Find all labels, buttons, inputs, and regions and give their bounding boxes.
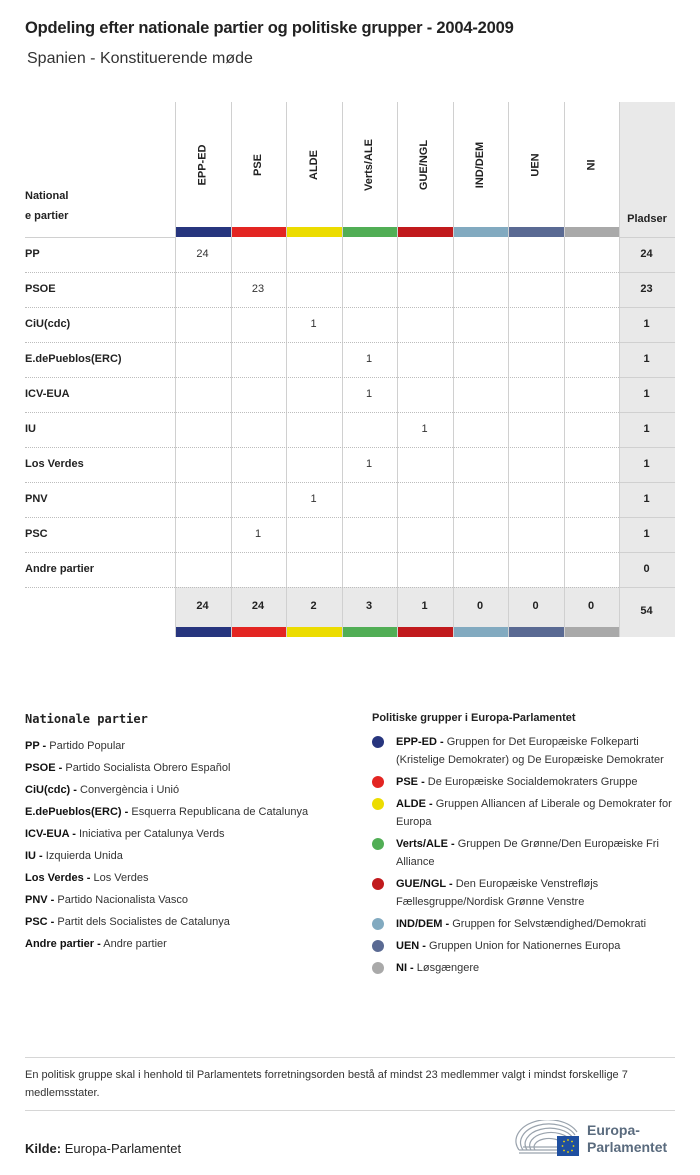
divider [25, 1057, 675, 1058]
group-color-bar [509, 627, 564, 637]
seat-cell: 23 [251, 283, 265, 295]
column-header-guengl [397, 102, 452, 227]
total-column-bg [619, 102, 675, 637]
group-color-bar [565, 627, 620, 637]
national-legend-title: Nationale partier [25, 712, 148, 726]
party-row-label: E.dePueblos(ERC) [25, 353, 122, 365]
group-color-bar [343, 627, 398, 637]
group-abbr: ALDE - [396, 798, 433, 810]
row-divider [25, 307, 619, 308]
parliament-hemicycle-icon [515, 1120, 585, 1160]
column-header-label: UEN [529, 152, 542, 177]
row-total-cell: 24 [640, 248, 653, 260]
column-header-label: ALDE [307, 149, 320, 180]
party-name: Partit dels Socialistes de Catalunya [54, 916, 230, 928]
group-abbr: GUE/NGL - [396, 878, 453, 890]
groups-legend-title: Politiske grupper i Europa-Parlamentet [372, 712, 576, 724]
row-divider [25, 517, 619, 518]
row-divider [619, 447, 675, 448]
national-party-legend-item [25, 823, 355, 845]
column-header-pse [231, 102, 286, 227]
party-abbr: PNV - [25, 894, 55, 906]
group-color-bar [176, 227, 231, 237]
group-color-dot-icon [372, 736, 384, 748]
party-row-label: PP [25, 248, 40, 260]
group-color-bar [454, 227, 509, 237]
seat-cell: 1 [310, 493, 317, 505]
group-abbr: NI - [396, 962, 414, 974]
column-header-uen [508, 102, 563, 227]
seat-cell: 24 [196, 248, 209, 260]
row-divider [25, 447, 619, 448]
column-total-cell: 24 [251, 600, 265, 612]
group-legend-item [372, 915, 677, 933]
group-name: Gruppen for Selvstændighed/Demokrati [449, 918, 647, 930]
column-total-cell: 24 [196, 600, 209, 612]
party-abbr: ICV-EUA - [25, 828, 76, 840]
party-name: Partido Popular [46, 740, 126, 752]
party-abbr: Los Verdes - [25, 872, 91, 884]
row-total-cell: 0 [643, 563, 650, 575]
row-header-line2: e partier [25, 210, 69, 222]
party-name: Convergència i Unió [76, 784, 180, 796]
national-party-legend-item [25, 735, 355, 757]
group-color-dot-icon [372, 940, 384, 952]
seat-cell: 1 [365, 388, 373, 400]
row-total-cell: 1 [643, 388, 650, 400]
group-color-bar [232, 627, 287, 637]
group-name: Gruppen for Det Europæiske Folkeparti (Kristelige Demokrater) og De Europæiske Demokrater [396, 736, 664, 766]
national-party-legend-item [25, 757, 355, 779]
row-divider [25, 377, 619, 378]
party-row-label: PSOE [25, 283, 56, 295]
column-header-label: NI [585, 159, 597, 170]
row-total-cell: 23 [640, 283, 653, 295]
row-divider [619, 272, 675, 273]
row-divider [25, 552, 619, 553]
grand-total-cell: 54 [640, 605, 653, 617]
total-column-header: Pladser [627, 213, 667, 225]
logo-line1: Europa- [587, 1122, 640, 1138]
party-row-label: IU [25, 423, 36, 435]
european-parliament-logo [515, 1120, 680, 1160]
group-color-dot-icon [372, 776, 384, 788]
party-name: Izquierda Unida [42, 850, 123, 862]
party-abbr: PSC - [25, 916, 55, 928]
group-legend-item [372, 733, 677, 769]
row-header-line1: National [25, 190, 69, 202]
column-total-cell: 2 [310, 600, 317, 612]
group-color-dot-icon [372, 878, 384, 890]
seat-cell: 1 [310, 318, 317, 330]
group-color-bar [232, 227, 287, 237]
party-abbr: Andre partier - [25, 938, 101, 950]
group-color-bar [287, 227, 342, 237]
group-legend-item [372, 773, 677, 791]
row-divider [25, 482, 619, 483]
group-abbr: Verts/ALE - [396, 838, 455, 850]
column-header-label: EPP-ED [196, 144, 209, 185]
group-name: Gruppen Alliancen af Liberale og Demokrater for Europa [396, 798, 672, 828]
divider [25, 1110, 675, 1111]
column-total-cell: 1 [421, 600, 428, 612]
column-header-alde [286, 102, 341, 227]
group-legend-item [372, 835, 677, 871]
footnote: En politisk gruppe skal i henhold til Parlamentets forretningsorden bestå af mindst 23 medlemmer valgt i mindst forskellige 7 medlemsstater. [25, 1069, 628, 1099]
row-divider [619, 587, 675, 588]
row-divider [25, 412, 619, 413]
party-name: Partido Nacionalista Vasco [54, 894, 189, 906]
group-name: Gruppen Union for Nationernes Europa [425, 940, 621, 952]
row-total-cell: 1 [643, 493, 650, 505]
group-color-bar [176, 627, 231, 637]
group-name: Gruppen De Grønne/Den Europæiske Fri Alliance [396, 838, 659, 868]
party-abbr: IU - [25, 850, 43, 862]
group-abbr: PSE - [396, 776, 425, 788]
column-header-epped [175, 102, 230, 227]
party-row-label: ICV-EUA [25, 388, 70, 400]
row-divider [619, 552, 675, 553]
chart-subtitle: Spanien - Konstituerende møde [27, 50, 253, 67]
row-total-cell: 1 [643, 318, 650, 330]
party-abbr: PP - [25, 740, 47, 752]
row-divider [25, 342, 619, 343]
column-header-ni [564, 102, 619, 227]
seat-cell: 1 [254, 528, 262, 540]
group-abbr: EPP-ED - [396, 736, 444, 748]
group-color-dot-icon [372, 962, 384, 974]
group-color-bar [509, 227, 564, 237]
group-legend-item [372, 937, 677, 955]
row-divider [619, 377, 675, 378]
party-name: Iniciativa per Catalunya Verds [75, 828, 225, 840]
row-total-cell: 1 [643, 353, 650, 365]
group-color-bar [398, 227, 453, 237]
party-abbr: PSOE - [25, 762, 63, 774]
column-header-label: GUE/NGL [418, 139, 431, 190]
group-legend-item [372, 875, 677, 911]
group-name: Løsgængere [413, 962, 480, 974]
row-total-cell: 1 [643, 458, 650, 470]
row-divider [619, 307, 675, 308]
group-color-bar [565, 227, 620, 237]
chart-title: Opdeling efter nationale partier og politiske grupper - 2004-2009 [25, 19, 514, 37]
group-abbr: UEN - [396, 940, 426, 952]
group-color-dot-icon [372, 798, 384, 810]
header-divider [619, 237, 675, 238]
row-divider [619, 342, 675, 343]
column-header-label: IND/DEM [473, 141, 486, 188]
national-party-legend-item [25, 867, 355, 889]
column-header-label: PSE [251, 153, 264, 176]
national-party-legend-item [25, 933, 355, 955]
source-value: Europa-Parlamentet [61, 1141, 182, 1156]
party-row-label: Los Verdes [25, 458, 84, 470]
national-party-legend-item [25, 911, 355, 933]
row-total-cell: 1 [643, 528, 650, 540]
row-header [25, 186, 68, 226]
group-color-bar [287, 627, 342, 637]
row-total-cell: 1 [643, 423, 650, 435]
column-total-cell: 0 [587, 600, 595, 612]
party-name: Esquerra Republicana de Catalunya [128, 806, 309, 818]
row-divider [619, 412, 675, 413]
column-total-cell: 0 [532, 600, 539, 612]
column-header-vertsale [342, 102, 397, 227]
national-party-legend-item [25, 845, 355, 867]
header-divider [25, 237, 175, 238]
group-color-dot-icon [372, 918, 384, 930]
column-total-cell: 0 [476, 600, 484, 612]
column-header-label: Verts/ALE [363, 138, 375, 191]
party-row-label: CiU(cdc) [25, 318, 71, 330]
column-total-cell: 3 [365, 600, 373, 612]
group-color-dot-icon [372, 838, 384, 850]
group-name: De Europæiske Socialdemokraters Gruppe [424, 776, 638, 788]
party-name: Partido Socialista Obrero Español [62, 762, 231, 774]
group-color-bar [343, 227, 398, 237]
seat-cell: 1 [365, 353, 373, 365]
national-parties-legend [25, 712, 355, 955]
column-divider [619, 102, 620, 637]
row-divider [619, 517, 675, 518]
logo-line2: Parlamentet [587, 1139, 668, 1155]
source [25, 1141, 181, 1156]
party-row-label: Andre partier [25, 563, 95, 575]
national-party-legend-item [25, 801, 355, 823]
row-divider [619, 482, 675, 483]
group-color-bar [398, 627, 453, 637]
group-color-bar [454, 627, 509, 637]
group-name: Den Europæiske Venstrefløjs Fællesgruppe/Nordisk Grønne Venstre [396, 878, 599, 908]
national-party-legend-item [25, 779, 355, 801]
party-row-label: PNV [25, 493, 48, 505]
group-legend-item [372, 795, 677, 831]
source-label: Kilde: [25, 1141, 62, 1156]
party-name: Los Verdes [90, 872, 149, 884]
party-row-label: PSC [25, 528, 48, 540]
party-abbr: CiU(cdc) - [25, 784, 77, 796]
group-legend-item [372, 959, 677, 977]
party-abbr: E.dePueblos(ERC) - [25, 806, 129, 818]
political-groups-legend [372, 712, 677, 981]
row-divider [25, 587, 619, 588]
national-party-legend-item [25, 889, 355, 911]
logo-text [587, 1122, 667, 1156]
seat-cell: 1 [365, 458, 373, 470]
row-divider [25, 272, 619, 273]
column-header-inddem [453, 102, 508, 227]
party-name: Andre partier [100, 938, 167, 950]
group-abbr: IND/DEM - [396, 918, 450, 930]
seat-cell: 1 [421, 423, 428, 435]
